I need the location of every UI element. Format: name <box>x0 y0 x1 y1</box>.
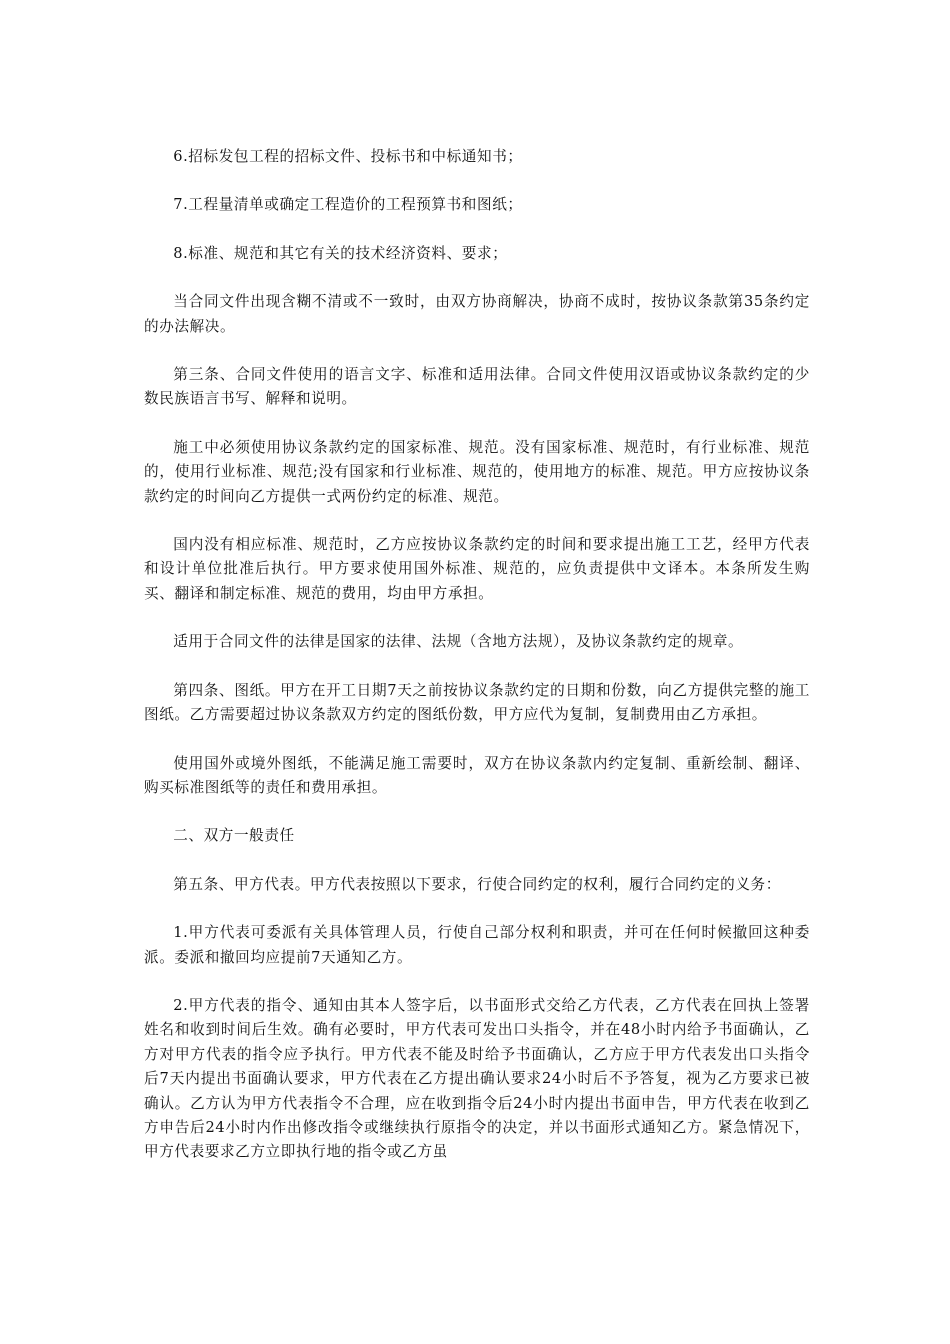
paragraph-applicable-law: 适用于合同文件的法律是国家的法律、法规（含地方法规），及协议条款约定的规章。 <box>173 633 744 651</box>
paragraph-article-4: 第四条、图纸。甲方在开工日期7天之前按协议条款约定的日期和份数，向乙方提供完整的施工图纸。乙方需要超过协议条款双方约定的图纸份数，甲方应代为复制，复制费用由乙方承担。 <box>144 681 810 724</box>
paragraph-instructions: 2.甲方代表的指令、通知由其本人签字后，以书面形式交给乙方代表，乙方代表在回执上签署姓名和收到时间后生效。确有必要时，甲方代表可发出口头指令，并在48小时内给予书面确认，乙方对甲方代表的指令应予执行。甲方代表不能及时给予书面确认，乙方应于甲方代表发出口头指令后7天内提出书面确认要求，甲方代表在乙方提出确认要求24小时后不予答复，视为乙方要求已被确认。乙方认为甲方代表指令不合理，应在收到指令后24小时内提出书面申告，甲方代表在收到乙方申告后24小时内作出修改指令或继续执行原指令的决定，并以书面形式通知乙方。紧急情况下，甲方代表要求乙方立即执行地的指令或乙方虽 <box>144 996 810 1161</box>
paragraph-item-7: 7.工程量清单或确定工程造价的工程预算书和图纸； <box>173 196 523 214</box>
paragraph-foreign-standards: 国内没有相应标准、规范时，乙方应按协议条款约定的时间和要求提出施工工艺，经甲方代表和设计单位批准后执行。甲方要求使用国外标准、规范的，应负责提供中文译本。本条所发生购买、翻译和制定标准、规范的费用，均由甲方承担。 <box>144 536 810 602</box>
paragraph-article-3: 第三条、合同文件使用的语言文字、标准和适用法律。合同文件使用汉语或协议条款约定的少数民族语言书写、解释和说明。 <box>144 366 810 408</box>
paragraph-standards: 施工中必须使用协议条款约定的国家标准、规范。没有国家标准、规范时，有行业标准、规范的，使用行业标准、规范;没有国家和行业标准、规范的，使用地方的标准、规范。甲方应按协议条款约定的时间向乙方提供一式两份约定的标准、规范。 <box>144 438 810 505</box>
paragraph-dispute-resolution: 当合同文件出现含糊不清或不一致时，由双方协商解决，协商不成时，按协议条款第35条约定的办法解决。 <box>144 293 810 335</box>
document-body <box>144 145 810 1165</box>
section-heading-general-duties: 二、双方一般责任 <box>173 827 295 845</box>
paragraph-foreign-drawings: 使用国外或境外图纸，不能满足施工需要时，双方在协议条款内约定复制、重新绘制、翻译、购买标准图纸等的责任和费用承担。 <box>144 754 810 796</box>
paragraph-item-8: 8.标准、规范和其它有关的技术经济资料、要求； <box>173 244 508 262</box>
paragraph-delegation: 1.甲方代表可委派有关具体管理人员，行使自己部分权利和职责，并可在任何时候撤回这种委派。委派和撤回均应提前7天通知乙方。 <box>144 924 810 966</box>
paragraph-item-6: 6.招标发包工程的招标文件、投标书和中标通知书； <box>173 148 523 165</box>
paragraph-article-5: 第五条、甲方代表。甲方代表按照以下要求，行使合同约定的权利，履行合同约定的义务： <box>173 875 781 893</box>
